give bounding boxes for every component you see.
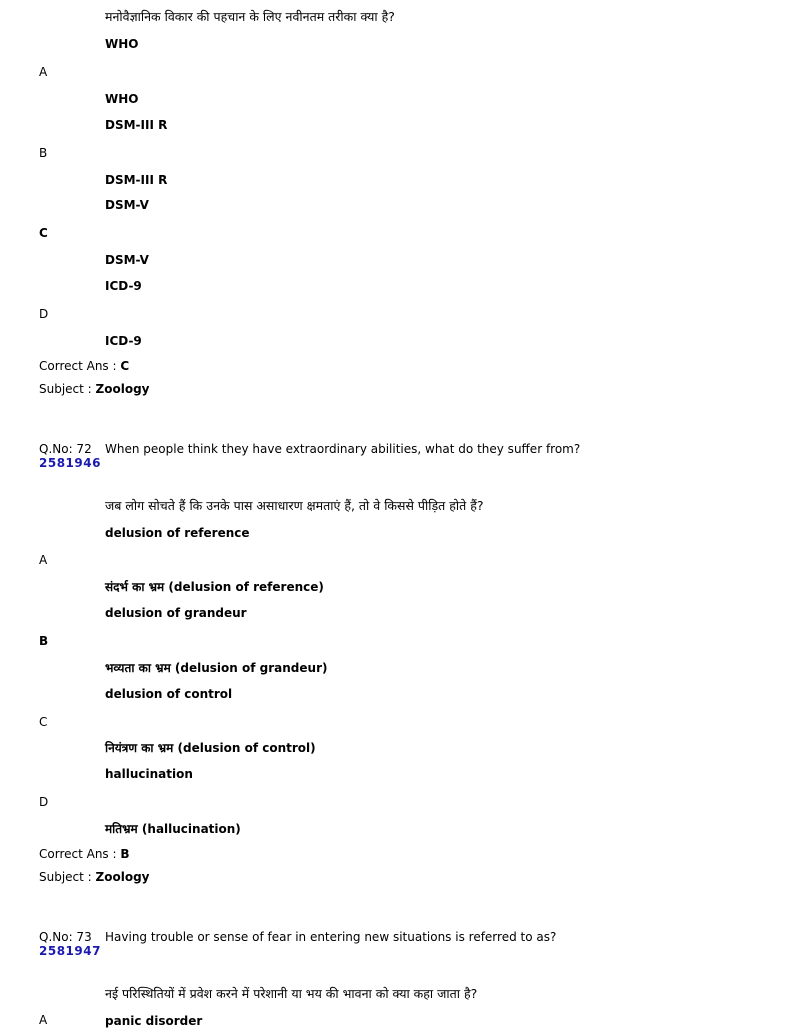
option-c-label: C: [39, 715, 48, 729]
option-b-label: B: [39, 146, 48, 160]
subject-label: Subject :: [39, 382, 92, 396]
option-b-english: DSM-III R: [105, 118, 168, 132]
option-a-english: delusion of reference: [105, 526, 250, 540]
question-hindi-text: नई परिस्थितियों में प्रवेश करने में परेशानी या भय की भावना को क्या कहा जाता है?: [105, 986, 478, 1001]
option-d-hindi: ICD-9: [105, 334, 142, 348]
option-c-hindi: नियंत्रण का भ्रम (delusion of control): [105, 741, 316, 755]
option-a-hindi: संदर्भ का भ्रम (delusion of reference): [105, 580, 324, 594]
question-number: Q.No: 73: [39, 930, 92, 944]
option-b-hindi: भव्यता का भ्रम (delusion of grandeur): [105, 661, 328, 675]
question-hindi-text: जब लोग सोचते हैं कि उनके पास असाधारण क्षमताएं हैं, तो वे किससे पीड़ित होते हैं?: [105, 498, 484, 513]
option-c-hindi: DSM-V: [105, 253, 149, 267]
option-d-english: ICD-9: [105, 279, 142, 293]
question-hindi-text: मनोवैज्ञानिक विकार की पहचान के लिए नवीनतम तरीका क्या है?: [105, 9, 395, 24]
option-d-label: D: [39, 307, 49, 321]
correct-answer-value: B: [120, 847, 130, 861]
option-a-label: A: [39, 1013, 48, 1027]
option-c-english: delusion of control: [105, 687, 233, 701]
option-b-hindi: DSM-III R: [105, 173, 168, 187]
question-id: 2581946: [39, 456, 101, 470]
subject-row: [39, 381, 150, 397]
option-d-label: D: [39, 795, 49, 809]
question-number: Q.No: 72: [39, 442, 92, 456]
option-b-english: delusion of grandeur: [105, 606, 247, 620]
option-b-label: B: [39, 634, 49, 648]
option-a-hindi: WHO: [105, 92, 139, 106]
option-a-english: panic disorder: [105, 1014, 203, 1028]
option-d-english: hallucination: [105, 767, 193, 781]
correct-answer-label: Correct Ans :: [39, 847, 117, 861]
subject-value: Zoology: [95, 870, 150, 884]
correct-answer-label: Correct Ans :: [39, 359, 117, 373]
option-c-english: DSM-V: [105, 198, 149, 212]
question-english-text: When people think they have extraordinary abilities, what do they suffer from?: [105, 442, 581, 456]
option-a-label: A: [39, 65, 48, 79]
correct-answer-value: C: [120, 359, 130, 373]
subject-value: Zoology: [95, 382, 150, 396]
option-d-hindi: मतिभ्रम (hallucination): [105, 822, 241, 836]
correct-answer-row: [39, 846, 130, 862]
subject-label: Subject :: [39, 870, 92, 884]
option-a-label: A: [39, 553, 48, 567]
correct-answer-row: [39, 358, 129, 374]
question-id: 2581947: [39, 944, 101, 958]
subject-row: [39, 869, 150, 885]
question-english-text: Having trouble or sense of fear in entering new situations is referred to as?: [105, 930, 557, 944]
option-a-english: WHO: [105, 37, 139, 51]
option-c-label: C: [39, 226, 48, 240]
